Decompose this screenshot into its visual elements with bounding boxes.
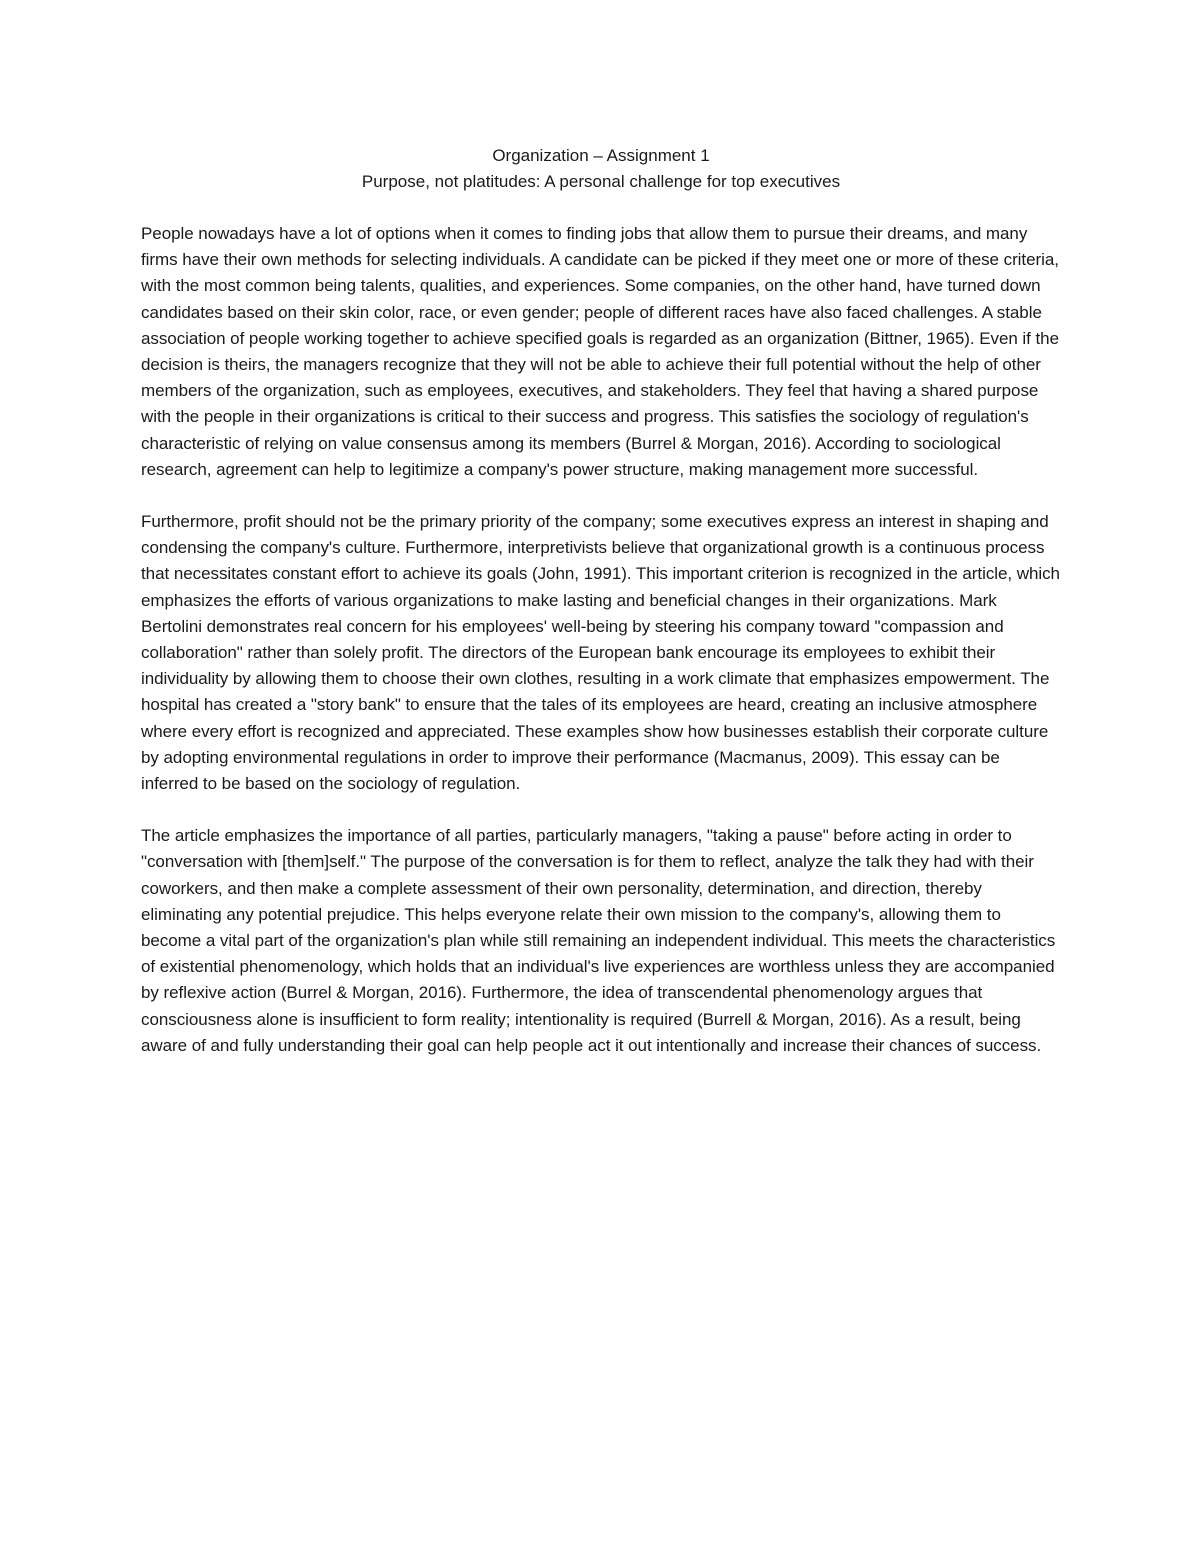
document-body (141, 143, 1061, 1059)
document-title: Organization – Assignment 1 (492, 146, 710, 165)
paragraph-3: The article emphasizes the importance of all parties, particularly managers, "taking a pause" before acting in order to "conversation with [them]self." The purpose of the conversation is for them to reflect, analyze the talk they had with their coworkers, and then make a complete assessment of their own personality, determination, and direction, thereby eliminating any potential prejudice. This helps everyone relate their own mission to the company's, allowing them to become a vital part of the organization's plan while still remaining an independent individual. This meets the characteristics of existential phenomenology, which holds that an individual's live experiences are worthless unless they are accompanied by reflexive action (Burrel & Morgan, 2016). Furthermore, the idea of transcendental phenomenology argues that consciousness alone is insufficient to form reality; intentionality is required (Burrell & Morgan, 2016). As a result, being aware of and fully understanding their goal can help people act it out intentionally and increase their chances of success. (141, 826, 1056, 1055)
title-block (141, 143, 1061, 195)
paragraph-1: People nowadays have a lot of options when it comes to finding jobs that allow them to pursue their dreams, and many firms have their own methods for selecting individuals. A candidate can be picked if they meet one or more of these criteria, with the most common being talents, qualities, and experiences. Some companies, on the other hand, have turned down candidates based on their skin color, race, or even gender; people of different races have also faced challenges. A stable association of people working together to achieve specified goals is regarded as an organization (Bittner, 1965). Even if the decision is theirs, the managers recognize that they will not be able to achieve their full potential without the help of other members of the organization, such as employees, executives, and stakeholders. They feel that having a shared purpose with the people in their organizations is critical to their success and progress. This satisfies the sociology of regulation's characteristic of relying on value consensus among its members (Burrel & Morgan, 2016). According to sociological research, agreement can help to legitimize a company's power structure, making management more successful. (141, 224, 1059, 479)
paragraph-2: Furthermore, profit should not be the primary priority of the company; some executives express an interest in shaping and condensing the company's culture. Furthermore, interpretivists believe that organizational growth is a continuous process that necessitates constant effort to achieve its goals (John, 1991). This important criterion is recognized in the article, which emphasizes the efforts of various organizations to make lasting and beneficial changes in their organizations. Mark Bertolini demonstrates real concern for his employees' well-being by steering his company toward "compassion and collaboration" rather than solely profit. The directors of the European bank encourage its employees to exhibit their individuality by allowing them to choose their own clothes, resulting in a work climate that emphasizes empowerment. The hospital has created a "story bank" to ensure that the tales of its employees are heard, creating an inclusive atmosphere where every effort is recognized and appreciated. These examples show how businesses establish their corporate culture by adopting environmental regulations in order to improve their performance (Macmanus, 2009). This essay can be inferred to be based on the sociology of regulation. (141, 512, 1060, 794)
document-subtitle: Purpose, not platitudes: A personal challenge for top executives (361, 172, 841, 191)
